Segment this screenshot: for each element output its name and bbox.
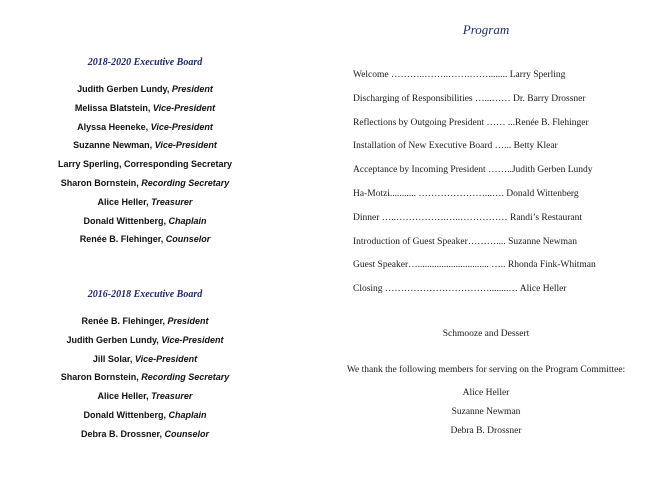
member-item: Suzanne Newman, Vice-President: [73, 140, 217, 151]
program-item: Discharging of Responsibilities …...…… Dr. Barry Drossner: [353, 93, 586, 104]
member-item: Donald Wittenberg, Chaplain: [83, 215, 207, 226]
member-item: Alyssa Heeneke, Vice-President: [77, 121, 213, 132]
member-item: Alice Heller, Treasurer: [97, 196, 193, 207]
program-item: Welcome ………..……..…….……........ Larry Sperling: [353, 70, 566, 80]
member-item: Judith Gerben Lundy, President: [77, 84, 213, 94]
board-2018-title: 2018-2020 Executive Board: [87, 57, 203, 68]
program-item: Acceptance by Incoming President ……..Judith Gerben Lundy: [353, 165, 593, 176]
program-item: Reflections by Outgoing President …… ...Renée B. Flehinger: [353, 117, 589, 128]
member-item: Renée B. Flehinger, President: [81, 316, 209, 326]
program-item: Installation of New Executive Board …... Betty Klear: [353, 141, 558, 152]
program-item: Ha-Motzi........... …………………...…. Donald Wittenberg: [353, 188, 579, 199]
board-2016-title: 2016-2018 Executive Board: [87, 289, 203, 300]
board-2018-members: [0, 80, 290, 249]
member-item: Renée B. Flehinger, Counselor: [79, 234, 211, 245]
program-title: Program: [462, 22, 510, 37]
program-item: Closing ……………………………........… Alice Heller: [353, 284, 567, 295]
committee-member: Suzanne Newman: [451, 407, 521, 417]
member-item: Judith Gerben Lundy, Vice-President: [66, 334, 224, 345]
right-panel: [325, 0, 647, 486]
program-item: Guest Speaker….............................. ….. Rhonda Fink-Whitman: [353, 260, 596, 271]
closing-note: Schmooze and Dessert: [442, 329, 530, 339]
member-item: Debra B. Drossner, Counselor: [80, 428, 210, 439]
member-item: Jill Solar, Vice-President: [92, 353, 198, 364]
member-item: Sharon Bornstein, Recording Secretary: [60, 372, 230, 383]
member-item: Sharon Bornstein, Recording Secretary: [60, 177, 230, 188]
program-item: Dinner …..…………….…..…………… Randi’s Restaurant: [353, 212, 583, 223]
committee-member: Debra B. Drossner: [450, 426, 522, 436]
program-item: Introduction of Guest Speaker……….... Suzanne Newman: [353, 236, 577, 247]
program-list: [353, 64, 643, 302]
thanks-text: We thank the following members for serving on the Program Committee:: [346, 365, 626, 375]
committee-list: [325, 384, 647, 441]
board-2016-members: [0, 312, 290, 444]
member-item: Melissa Blatstein, Vice-President: [74, 102, 216, 113]
member-item: Larry Sperling, Corresponding Secretary: [57, 159, 233, 170]
member-item: Donald Wittenberg, Chaplain: [83, 409, 207, 420]
member-item: Alice Heller, Treasurer: [97, 391, 193, 402]
committee-member: Alice Heller: [462, 388, 510, 398]
